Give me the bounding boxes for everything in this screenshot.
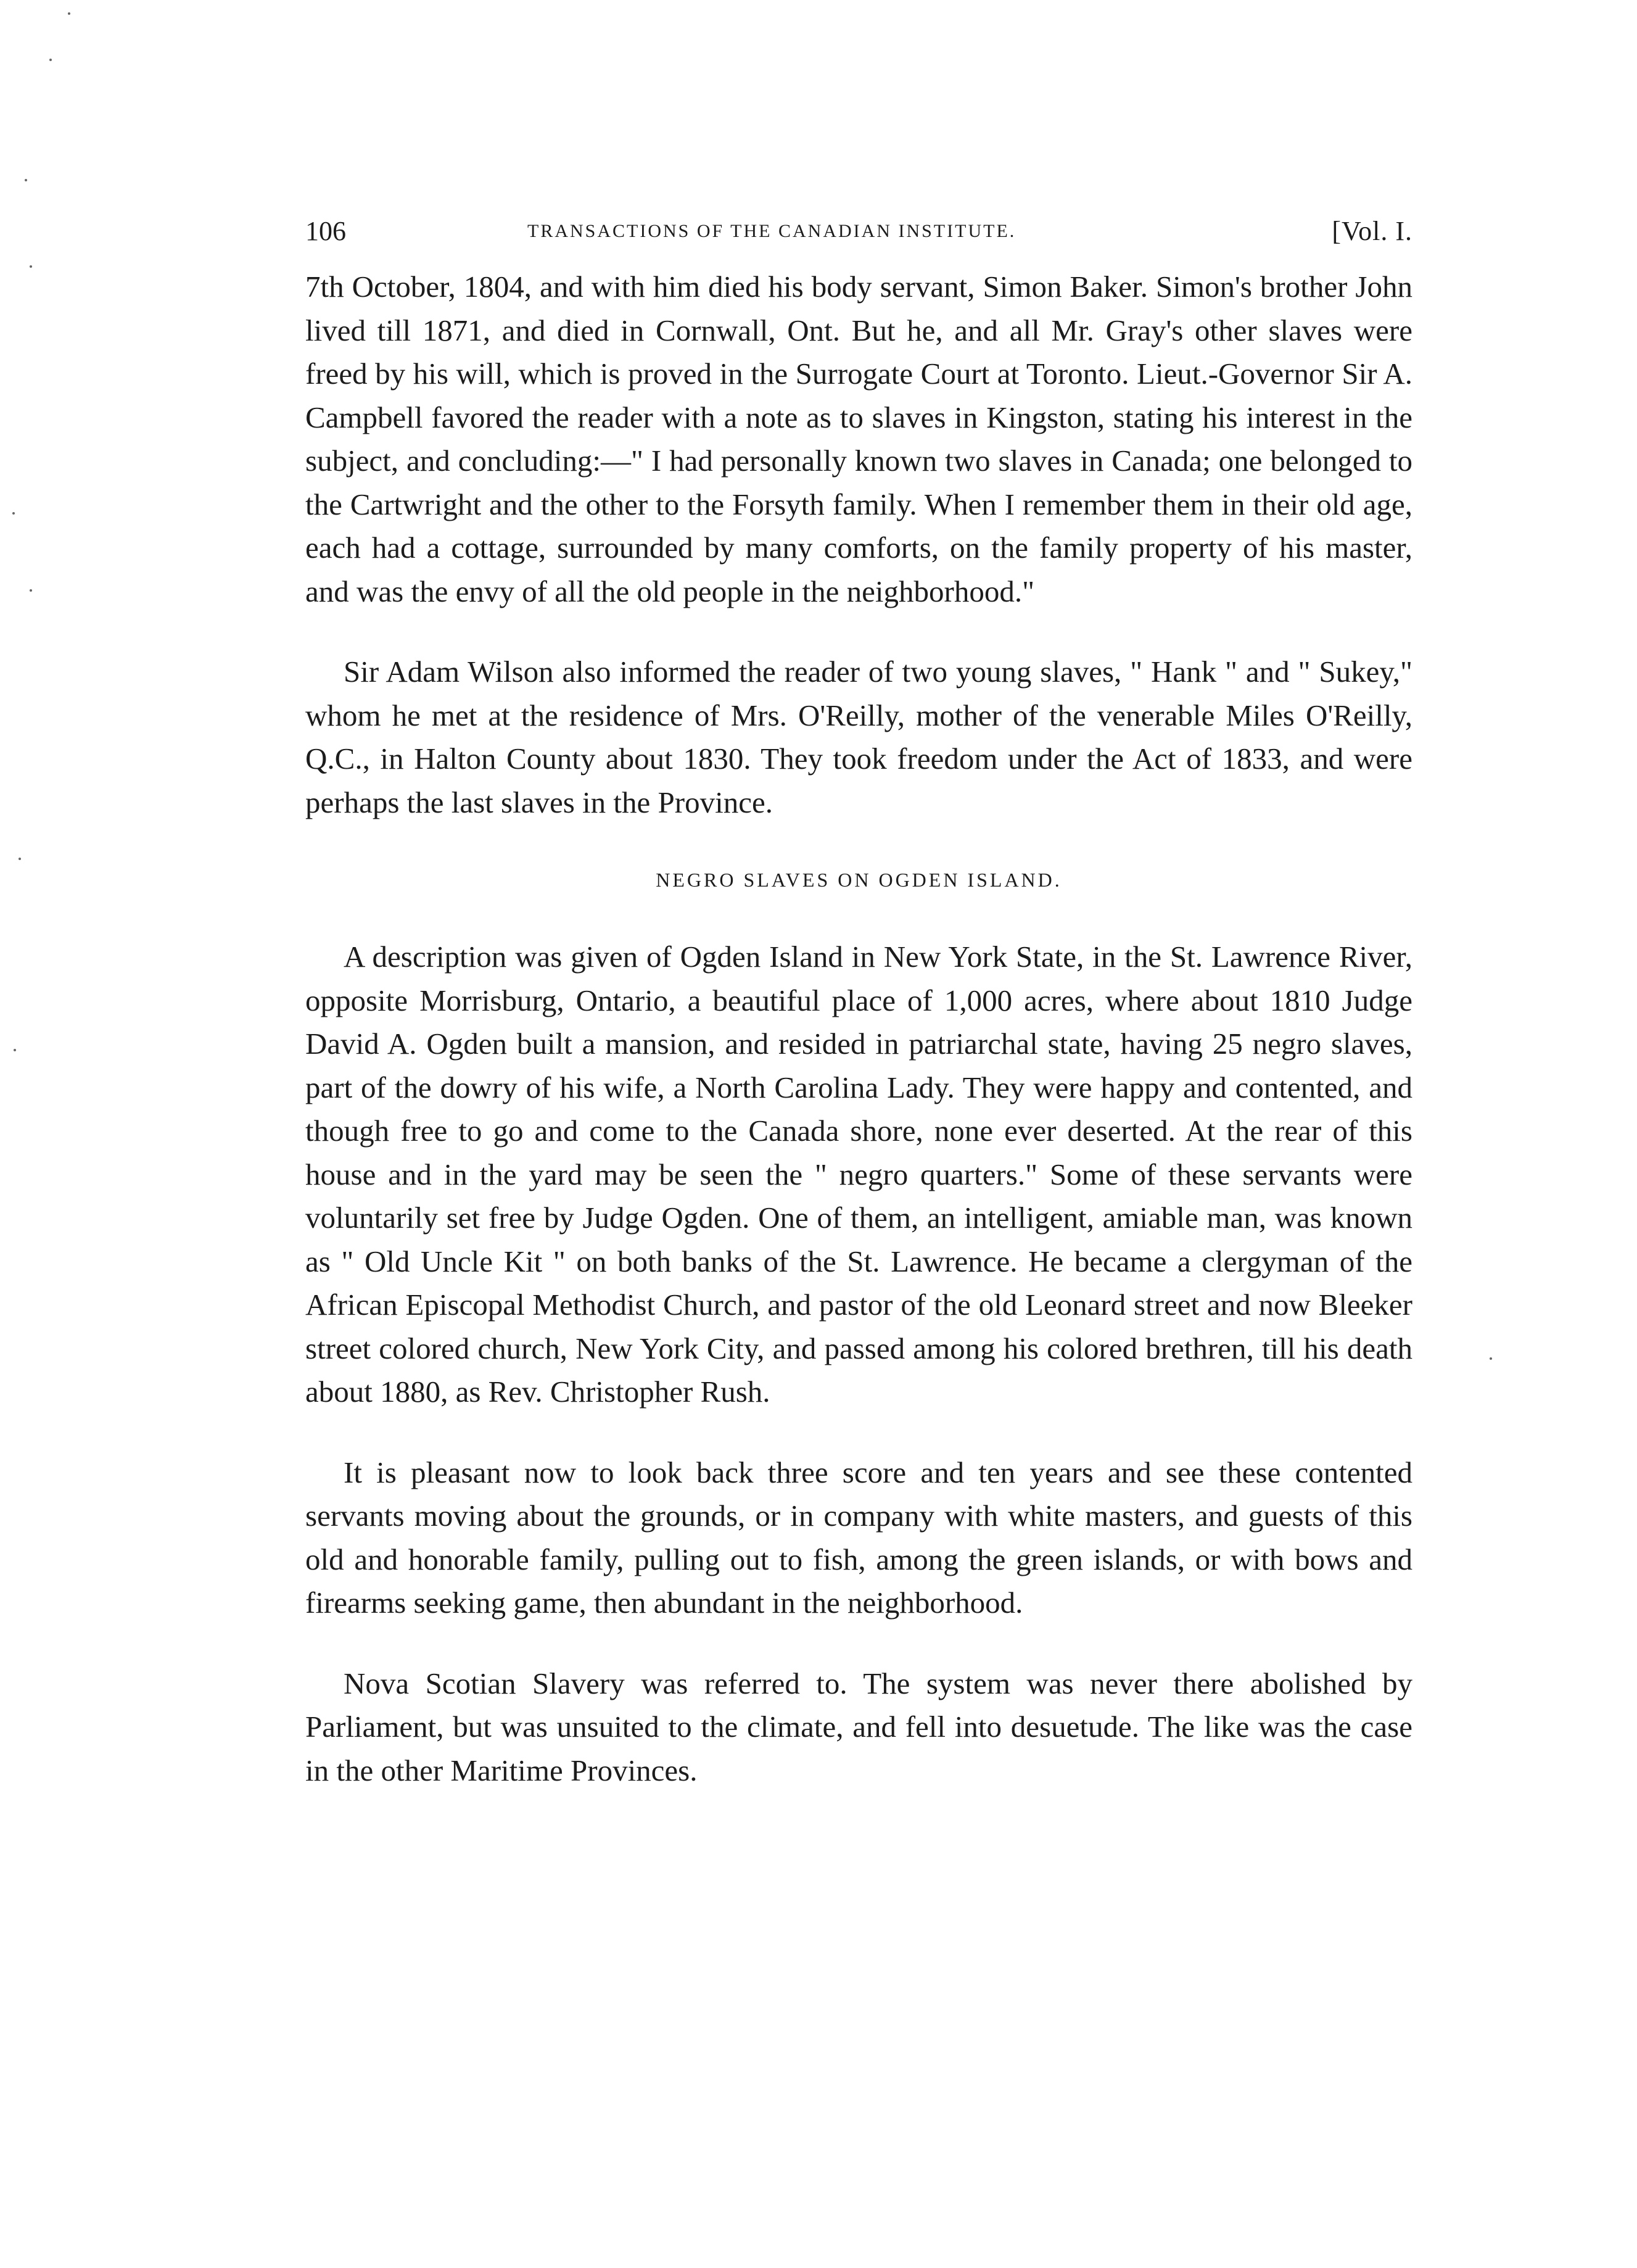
running-title: TRANSACTIONS OF THE CANADIAN INSTITUTE. xyxy=(527,221,1016,241)
running-header xyxy=(305,207,1412,256)
section-paragraph-2: It is pleasant now to look back three score and ten years and see these contented servants moving about the grounds, or in company with white masters, and guests of this old and honorable family, pulling out to fish, among the green islands, or with bows and firearms seeking game, then abundant in the neighborhood. xyxy=(305,1455,1412,1620)
section-paragraph-1: A description was given of Ogden Island in New York State, in the St. Lawrence River, opposite Morrisburg, Ontario, a beautiful place of 1,000 acres, where about 1810 Judge David A. Ogden built a mansion, and resided in patriarchal state, having 25 negro slaves, part of the dowry of his wife, a North Carolina Lady. They were happy and contented, and though free to go and come to the Canada shore, none ever deserted. At the rear of this house and in the yard may be seen the " negro quarters." Some of these servants were voluntarily set free by Judge Ogden. One of them, an intelligent, amiable man, was known as " Old Uncle Kit " on both banks of the St. Lawrence. He became a clergyman of the African Episcopal Methodist Church, and pastor of the old Leonard street and now Bleeker street colored church, New York City, and passed among his colored brethren, till his death about 1880, as Rev. Christopher Rush. xyxy=(305,940,1412,1409)
page-number: 106 xyxy=(305,216,346,246)
paragraph-1: 7th October, 1804, and with him died his body servant, Simon Baker. Simon's brother John lived till 1871, and died in Cornwall, Ont. But he, and all Mr. Gray's other slaves were freed by his will, which is proved in the Surrogate Court at Toronto. Lieut.-Governor Sir A. Campbell favored the reader with a note as to slaves in Kingston, stating his interest in the subject, and concluding:—" I had personally known two slaves in Canada; one belonged to the Cartwright and the other to the Forsyth family. When I remember them in their old age, each had a cottage, surrounded by many comforts, on the family property of his master, and was the envy of all the old people in the neighborhood." xyxy=(305,270,1412,608)
body-text xyxy=(305,265,1412,1829)
section-paragraph-3: Nova Scotian Slavery was referred to. The system was never there abolished by Parliament, but was unsuited to the climate, and fell into desuetude. The like was the case in the other Maritime Provinces. xyxy=(305,1666,1412,1787)
paragraph-2: Sir Adam Wilson also informed the reader of two young slaves, " Hank " and " Sukey," whom he met at the residence of Mrs. O'Reilly, mother of the venerable Miles O'Reilly, Q.C., in Halton County about 1830. They took freedom under the Act of 1833, and were perhaps the last slaves in the Province. xyxy=(305,655,1412,819)
volume-label: [Vol. I. xyxy=(1332,216,1412,246)
section-heading: NEGRO SLAVES ON OGDEN ISLAND. xyxy=(656,869,1062,891)
